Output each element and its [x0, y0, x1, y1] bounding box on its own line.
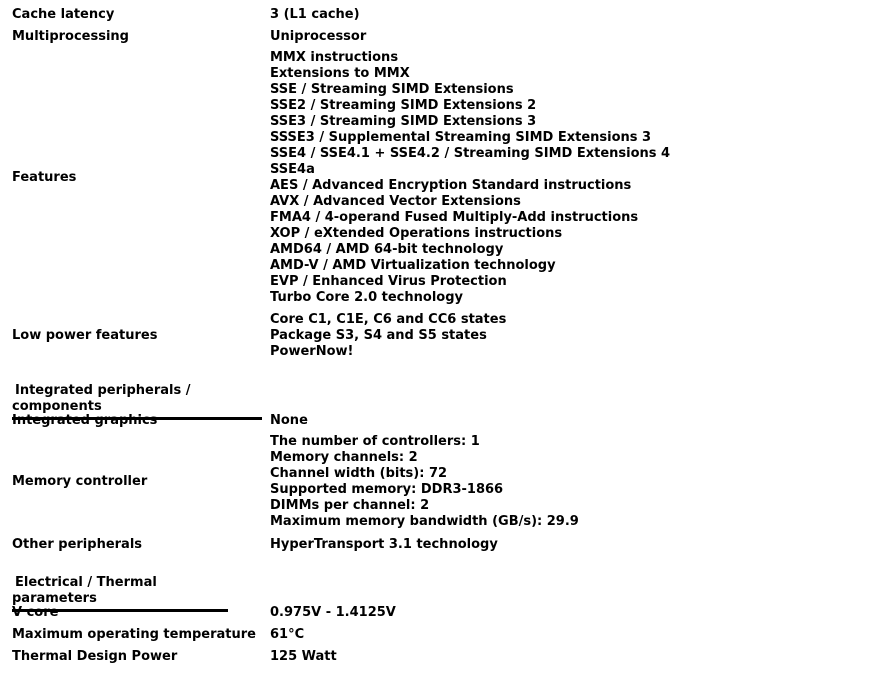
spec-row-tdp [0, 648, 892, 666]
electrical-spec-table [0, 604, 892, 666]
feature-item: FMA4 / 4-operand Fused Multiply-Add instructions [270, 210, 639, 225]
memory-item: DIMMs per channel: 2 [270, 498, 430, 513]
feature-item: SSE4 / SSE4.1 + SSE4.2 / Streaming SIMD Extensions 4 [270, 146, 671, 161]
feature-item: SSSE3 / Supplemental Streaming SIMD Extensions 3 [270, 130, 652, 145]
low-power-item: Package S3, S4 and S5 states [270, 328, 487, 343]
spec-row-low-power [0, 312, 892, 360]
memory-item: Maximum memory bandwidth (GB/s): 29.9 [270, 514, 579, 529]
spec-row-integrated-graphics [0, 412, 892, 430]
spec-label: Low power features [12, 328, 158, 343]
memory-item: Channel width (bits): 72 [270, 466, 448, 481]
low-power-item: PowerNow! [270, 344, 354, 359]
section-title-text: Electrical / Thermal parameters [12, 575, 157, 606]
spec-label: V core [12, 605, 59, 620]
spec-value: 61°C [270, 627, 305, 642]
spec-label: Other peripherals [12, 537, 143, 552]
spec-row-features [0, 50, 892, 306]
section-title-text: Integrated peripherals / components [12, 383, 191, 414]
spec-value: Uniprocessor [270, 29, 367, 44]
spec-value: 0.975V - 1.4125V [270, 605, 396, 620]
spec-row-memory-controller [0, 434, 892, 530]
spec-label: Cache latency [12, 7, 115, 22]
feature-item: EVP / Enhanced Virus Protection [270, 274, 507, 289]
spec-label: Multiprocessing [12, 29, 129, 44]
memory-item: Supported memory: DDR3-1866 [270, 482, 504, 497]
feature-item: AVX / Advanced Vector Extensions [270, 194, 521, 209]
feature-item: Extensions to MMX [270, 66, 410, 81]
spec-row-multiprocessing [0, 28, 892, 46]
spec-row-max-temperature [0, 626, 892, 644]
feature-item: SSE4a [270, 162, 315, 177]
feature-item: AMD64 / AMD 64-bit technology [270, 242, 504, 257]
spec-row-v-core [0, 604, 892, 622]
spec-label: Integrated graphics [12, 413, 158, 428]
spec-label: Thermal Design Power [12, 649, 178, 664]
feature-item: XOP / eXtended Operations instructions [270, 226, 563, 241]
feature-item: MMX instructions [270, 50, 399, 65]
spec-value: 3 (L1 cache) [270, 7, 360, 22]
feature-item: Turbo Core 2.0 technology [270, 290, 463, 305]
spec-value: 125 Watt [270, 649, 337, 664]
low-power-item: Core C1, C1E, C6 and CC6 states [270, 312, 507, 327]
feature-item: SSE / Streaming SIMD Extensions [270, 82, 514, 97]
cpu-spec-table [0, 6, 892, 360]
spec-label: Features [12, 170, 77, 185]
spec-row-cache-latency [0, 6, 892, 24]
feature-item: SSE2 / Streaming SIMD Extensions 2 [270, 98, 537, 113]
integrated-spec-table [0, 412, 892, 554]
feature-item: AMD-V / AMD Virtualization technology [270, 258, 556, 273]
memory-item: Memory channels: 2 [270, 450, 418, 465]
spec-value: HyperTransport 3.1 technology [270, 537, 498, 552]
spec-row-other-peripherals [0, 536, 892, 554]
feature-item: SSE3 / Streaming SIMD Extensions 3 [270, 114, 537, 129]
spec-value: None [270, 413, 308, 428]
memory-item: The number of controllers: 1 [270, 434, 480, 449]
feature-item: AES / Advanced Encryption Standard instructions [270, 178, 632, 193]
spec-label: Maximum operating temperature [12, 627, 256, 642]
spec-label: Memory controller [12, 474, 148, 489]
